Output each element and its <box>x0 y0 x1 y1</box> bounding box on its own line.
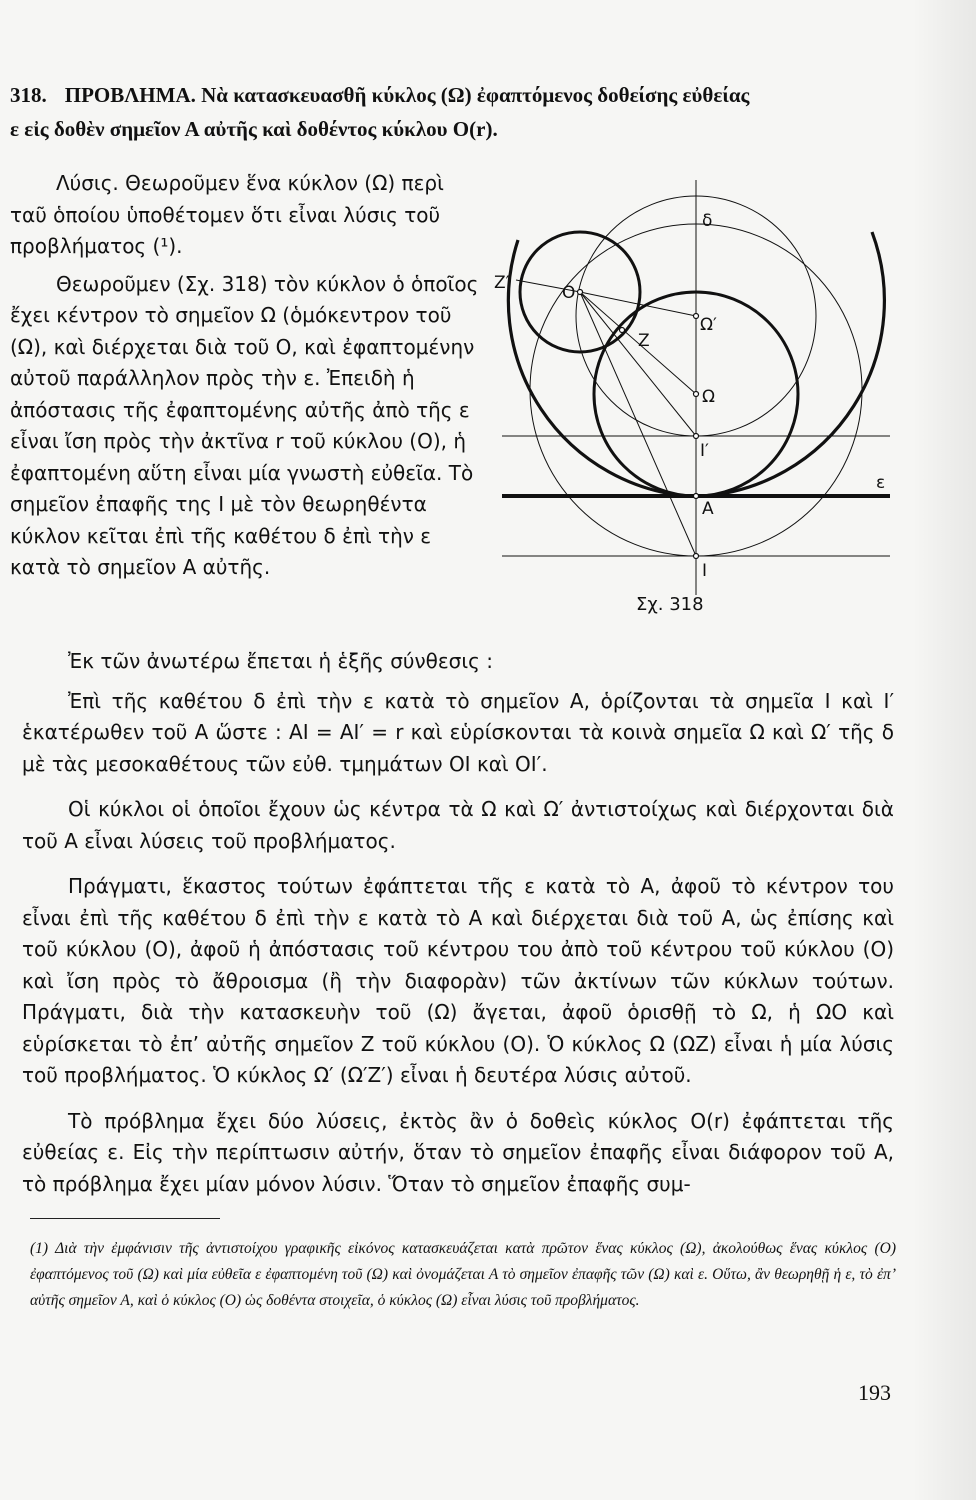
paragraph-synthesis-intro: Ἐκ τῶν ἀνωτέρω ἔπεται ἡ ἑξῆς σύνθεσις : <box>68 649 493 673</box>
geometry-figure <box>490 170 910 630</box>
label-omega: Ω <box>702 387 715 407</box>
label-epsilon: ε <box>876 473 886 493</box>
solution-column <box>10 168 480 584</box>
point-I <box>694 554 699 559</box>
solution-paragraph-2: Θεωροῦμεν (Σχ. 318) τὸν κύκλον ὁ ὁποῖος ἔχει κέντρον τὸ σημεῖον Ω (ὁμόκεντρον τοῦ (Ω), καὶ διέρχεται διὰ τοῦ Ο, καὶ ἐφαπτομένην αὐτοῦ παράλληλον πρὸς τὴν ε. Ἐπειδὴ ἡ ἀπόστασις τῆς ἐφαπτομένης αὐτῆς ἀπὸ τῆς ε εἶναι ἴση πρὸς τὴν ἀκτῖνα r τοῦ κύκλου (Ο), ἡ ἐφαπτομένη αὕτη εἶναι μία γνωστὴ εὐθεῖα. Τὸ σημεῖον ἐπαφῆς της Ι μὲ τὸν θεωρηθέντα κύκλον κεῖται ἐπὶ τῆς καθέτου δ ἐπὶ τὴν ε κατὰ τὸ σημεῖον Α αὐτῆς. <box>10 271 479 579</box>
solution-label: Λύσις. <box>56 171 119 195</box>
label-Z: Z <box>638 331 650 351</box>
main-text <box>22 646 894 1214</box>
point-Z <box>620 328 625 333</box>
figure-caption: Σχ. 318 <box>636 594 704 615</box>
page-number: 193 <box>858 1380 891 1405</box>
solution-text-1: Θεωροῦμεν ἕνα κύκλον (Ω) περὶ ταῦ ὁποίου ὑποθέτομεν ὅτι εἶναι λύσις τοῦ προβλήματος (¹). <box>10 171 444 258</box>
point-O <box>578 290 583 295</box>
label-omega-prime: Ω′ <box>700 315 717 335</box>
problem-heading <box>10 78 890 146</box>
footnote-rule <box>30 1218 220 1219</box>
label-I-prime: I′ <box>700 441 709 461</box>
label-Z-prime: Z′ <box>494 273 510 293</box>
footnote: (1) Διὰ τὴν ἐμφάνισιν τῆς ἀντιστοίχου γραφικῆς εἰκόνος κατασκευάζεται κατὰ πρῶτον ἕνας κύκλος (Ω), ἀκολούθως ἕνας κύκλος (Ο) ἐφαπτόμενος τοῦ (Ω) καὶ μία εὐθεῖα ε ἐφαπτομένη τοῦ (Ω) καὶ ὀνομάζεται Α τὸ σημεῖον ἐπαφῆς τῶν (Ω) καὶ ε. Οὕτω, ἂν θεωρηθῇ ἡ ε, τὸ ἐπ’ αὐτῆς σημεῖον Α, καὶ ὁ κύκλος (Ο) ὡς δοθέντα στοιχεῖα, ὁ κύκλος (Ω) εἶναι λύσις τοῦ προβλήματος. <box>30 1240 896 1309</box>
heading-line-2: ε εἰς δοθὲν σημεῖον Α αὐτῆς καὶ δοθέντος κύκλου Ο(r). <box>10 117 498 141</box>
paragraph-discussion: Τὸ πρόβλημα ἔχει δύο λύσεις, ἐκτὸς ἂν ὁ δοθεὶς κύκλος Ο(r) ἐφάπτεται τῆς εὐθείας ε. Εἰς τὴν περίπτωσιν αὐτήν, ὅταν τὸ σημεῖον ἐπαφῆς εἶναι διάφορον τοῦ Α, τὸ πρόβλημα ἔχει μίαν μόνον λύσιν. Ὅταν τὸ σημεῖον ἐπαφῆς συμ- <box>22 1108 894 1196</box>
point-I-prime <box>694 434 699 439</box>
point-omega-prime <box>694 314 699 319</box>
page-edge-shadow <box>912 0 976 1500</box>
problem-number: 318. <box>10 83 47 107</box>
solution-paragraph-1 <box>10 168 480 263</box>
point-A <box>694 494 699 499</box>
label-I: I <box>702 561 708 581</box>
paragraph-construction: Ἐπὶ τῆς καθέτου δ ἐπὶ τὴν ε κατὰ τὸ σημεῖον Α, ὁρίζονται τὰ σημεῖα Ι καὶ Ι′ ἑκατέρωθεν τοῦ Α ὥστε : ΑΙ = ΑΙ′ = r καὶ εὑρίσκονται τὰ κοινὰ σημεῖα Ω καὶ Ω′ τῆς δ μὲ τὰς μεσοκαθέτους τῶν εὐθ. τμημάτων ΟΙ καὶ ΟΙ′. <box>22 688 894 776</box>
label-A: A <box>702 499 714 519</box>
label-O: O <box>562 283 576 303</box>
point-omega <box>694 392 699 397</box>
heading-line-1: ΠΡΟΒΛΗΜΑ. Νὰ κατασκευασθῆ κύκλος (Ω) ἐφαπτόμενος δοθείσης εὐθείας <box>64 83 750 107</box>
paragraph-solutions: Οἱ κύκλοι οἱ ὁποῖοι ἔχουν ὡς κέντρα τὰ Ω καὶ Ω′ ἀντιστοίχως καὶ διέρχονται διὰ τοῦ Α εἶναι λύσεις τοῦ προβλήματος. <box>22 797 894 853</box>
paragraph-proof: Πράγματι, ἕκαστος τούτων ἐφάπτεται τῆς ε κατὰ τὸ Α, ἀφοῦ τὸ κέντρον του εἶναι ἐπὶ τῆς καθέτου δ ἐπὶ τὴν ε κατὰ τὸ Α καὶ διέρχεται διὰ τοῦ Α, ὡς ἐπίσης καὶ τοῦ κύκλου (Ο), ἀφοῦ ἡ ἀπόστασις τοῦ κέντρου του ἀπὸ τοῦ κέντρου τοῦ κύκλου (Ο) καὶ ἴση πρὸς τὸ ἄθροισμα (ἢ τὴν διαφορὰν) τῶν ἀκτίνων τῶν κύκλων τούτων. Πράγματι, διὰ τὴν κατασκευὴν τοῦ (Ω) ἄγεται, ἀφοῦ ὁρισθῇ τὸ Ω, ἡ ΩΟ καὶ εὑρίσκεται τὸ ἐπ’ αὐτῆς σημεῖον Ζ τοῦ κύκλου (Ο). Ὁ κύκλος Ω (ΩΖ) εἶναι ἡ μία λύσις τοῦ προβλήματος. Ὁ κύκλος Ω′ (Ω′Ζ′) εἶναι ἡ δευτέρα λύσις αὐτοῦ. <box>22 874 894 1087</box>
label-delta: δ <box>702 211 713 231</box>
